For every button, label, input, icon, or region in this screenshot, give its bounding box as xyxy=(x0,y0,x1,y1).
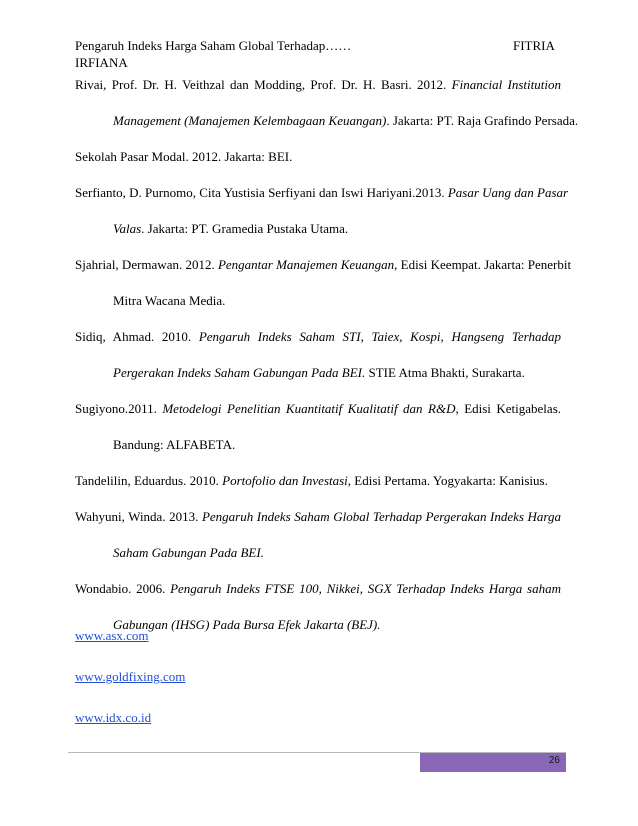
reference-title: Pergerakan Indeks Saham Gabungan Pada BEI. xyxy=(113,365,366,380)
reference-title: Financial Institution xyxy=(451,77,561,92)
page-number: 26 xyxy=(548,755,560,766)
link-idx[interactable]: www.idx.co.id xyxy=(75,710,152,725)
running-header-title: Pengaruh Indeks Harga Saham Global Terhadap…… xyxy=(75,38,352,53)
reference-line xyxy=(75,183,569,202)
reference-line xyxy=(75,111,579,130)
running-header-author-last: IRFIANA xyxy=(75,55,128,70)
reference-entry xyxy=(75,255,572,310)
reference-text: , Edisi Keempat. Jakarta: Penerbit xyxy=(394,257,572,272)
reference-title: Pengaruh Indeks Saham Global Terhadap Pergerakan Indeks Harga xyxy=(201,509,561,524)
reference-entry xyxy=(75,471,561,490)
reference-text: Sidiq, Ahmad. 2010. xyxy=(75,329,199,344)
reference-text: Wahyuni, Winda. 2013. xyxy=(75,509,202,524)
reference-text: . Jakarta: PT. Raja Grafindo Persada. xyxy=(386,113,579,128)
reference-text: Rivai, Prof. Dr. H. Veithzal dan Modding, Prof. Dr. H. Basri. 2012. xyxy=(75,77,452,92)
reference-line xyxy=(75,471,561,490)
reference-entry xyxy=(75,75,579,130)
reference-line xyxy=(75,435,561,454)
reference-entry xyxy=(75,183,569,238)
reference-title: Pengantar Manajemen Keuangan xyxy=(217,257,395,272)
reference-title: Valas xyxy=(113,221,142,236)
reference-list xyxy=(75,75,579,651)
reference-entry xyxy=(75,579,561,634)
reference-text: Serfianto, D. Purnomo, Cita Yustisia Serfiyani dan Iswi Hariyani.2013. xyxy=(75,185,448,200)
link-asx[interactable]: www.asx.com xyxy=(75,628,149,643)
reference-text: Mitra Wacana Media. xyxy=(113,293,226,308)
reference-entry xyxy=(75,507,561,562)
reference-entry xyxy=(75,327,561,382)
reference-text: , Edisi Ketigabelas. xyxy=(455,401,562,416)
reference-line xyxy=(75,579,561,598)
reference-line xyxy=(75,327,561,346)
reference-line xyxy=(75,147,561,166)
reference-line xyxy=(75,255,572,274)
reference-title: Pengaruh Indeks FTSE 100, Nikkei, SGX Terhadap Indeks Harga saham xyxy=(170,581,561,596)
reference-text: Bandung: ALFABETA. xyxy=(113,437,236,452)
reference-title: Management (Manajemen Kelembagaan Keuangan) xyxy=(113,113,387,128)
reference-line xyxy=(75,543,561,562)
reference-line xyxy=(75,75,561,94)
running-header-author-first: FITRIA xyxy=(513,38,555,53)
reference-title: Gabungan (IHSG) Pada Bursa Efek Jakarta (BEJ). xyxy=(113,617,381,632)
reference-title: Pasar Uang dan Pasar xyxy=(447,185,569,200)
reference-text: Wondabio. 2006. xyxy=(75,581,171,596)
reference-line xyxy=(75,507,561,526)
reference-line xyxy=(75,399,561,418)
reference-line xyxy=(75,219,561,238)
reference-line xyxy=(75,363,561,382)
reference-text: Tandelilin, Eduardus. 2010. xyxy=(75,473,223,488)
reference-entry xyxy=(75,399,561,454)
reference-text: . Jakarta: PT. Gramedia Pustaka Utama. xyxy=(141,221,349,236)
reference-line xyxy=(75,291,561,310)
page-number-box xyxy=(420,753,566,772)
reference-title: Saham Gabungan Pada BEI. xyxy=(113,545,264,560)
reference-text: Sugiyono.2011. xyxy=(75,401,163,416)
reference-text: , Edisi Pertama. Yogyakarta: Kanisius. xyxy=(347,473,548,488)
reference-title: Pengaruh Indeks Saham STI, Taiex, Kospi, Hangseng Terhadap xyxy=(198,329,561,344)
reference-text: Sjahrial, Dermawan. 2012. xyxy=(75,257,218,272)
reference-text: Sekolah Pasar Modal. 2012. Jakarta: BEI. xyxy=(75,149,293,164)
reference-title: Metodelogi Penelitian Kuantitatif Kualitatif dan R&D xyxy=(162,401,456,416)
link-goldfixing[interactable]: www.goldfixing.com xyxy=(75,669,186,684)
reference-title: Portofolio dan Investasi xyxy=(222,473,348,488)
reference-text: STIE Atma Bhakti, Surakarta. xyxy=(365,365,525,380)
reference-entry xyxy=(75,147,561,166)
